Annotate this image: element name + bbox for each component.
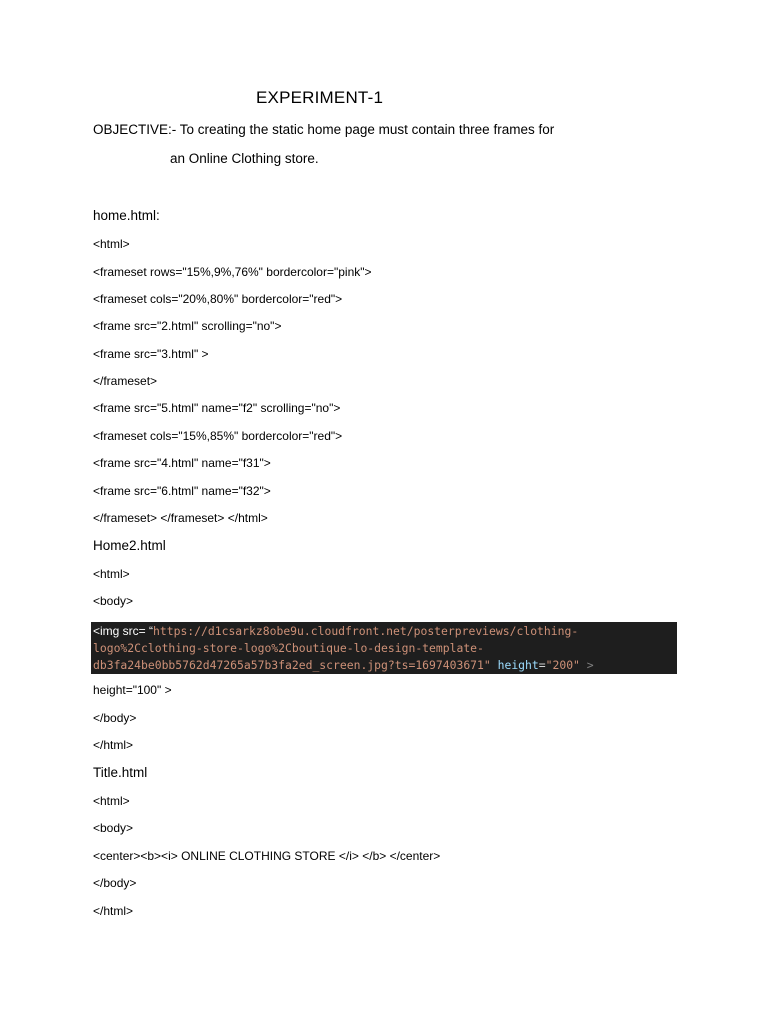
objective-line-2: an Online Clothing store. — [170, 151, 319, 166]
objective-line-1: OBJECTIVE:- To creating the static home page must contain three frames for — [93, 122, 555, 137]
code-line: <center><b><i> ONLINE CLOTHING STORE </i> </b> </center> — [93, 849, 441, 863]
code-line: </body> — [93, 711, 137, 725]
highlighted-code-block — [91, 622, 677, 674]
code-line: <frame src="4.html" name="f31"> — [93, 456, 271, 470]
section-heading-title: Title.html — [93, 765, 148, 780]
code-line: </html> — [93, 904, 134, 918]
code-url-part-2: logo%2Cclothing-store-logo%2Cboutique-lo-design-template- — [93, 641, 484, 655]
code-url-part-1: https://d1csarkz8obe9u.cloudfront.net/posterpreviews/clothing- — [153, 624, 579, 638]
code-attr-eq: = — [538, 658, 546, 672]
code-line: </frameset> — [93, 374, 158, 388]
code-attr-name: height — [497, 658, 539, 672]
code-url-part-3: db3fa24be0bb5762d47265a57b3fa2ed_screen.jpg?ts=1697403671" — [93, 658, 491, 672]
code-line: <body> — [93, 821, 134, 835]
code-tag-close: > — [586, 658, 594, 672]
code-line: <frame src="5.html" name="f2" scrolling="no"> — [93, 401, 341, 415]
code-line: height="100" > — [93, 683, 172, 697]
code-line: <html> — [93, 567, 130, 581]
code-line: <html> — [93, 237, 130, 251]
code-line: <frameset cols="15%,85%" bordercolor="red"> — [93, 429, 343, 443]
code-line: </body> — [93, 876, 137, 890]
code-line: <frameset cols="20%,80%" bordercolor="red"> — [93, 292, 343, 306]
code-line: <html> — [93, 794, 130, 808]
code-line: <frame src="2.html" scrolling="no"> — [93, 319, 282, 333]
code-line: <frameset rows="15%,9%,76%" bordercolor="pink"> — [93, 265, 372, 279]
page-title: EXPERIMENT-1 — [256, 88, 384, 107]
code-attr-value: "200" — [545, 658, 580, 672]
section-heading-home2: Home2.html — [93, 538, 166, 553]
code-line: <frame src="6.html" name="f32"> — [93, 484, 271, 498]
code-block-row-1 — [93, 623, 675, 640]
code-line: <body> — [93, 594, 134, 608]
code-block-row-3 — [93, 657, 675, 674]
code-block-row-2 — [93, 640, 675, 657]
section-heading-home: home.html: — [93, 208, 160, 223]
code-line: <frame src="3.html" > — [93, 347, 209, 361]
code-line: </html> — [93, 738, 134, 752]
code-img-prefix: <img src= “ — [93, 624, 154, 638]
code-line: </frameset> </frameset> </html> — [93, 511, 268, 525]
